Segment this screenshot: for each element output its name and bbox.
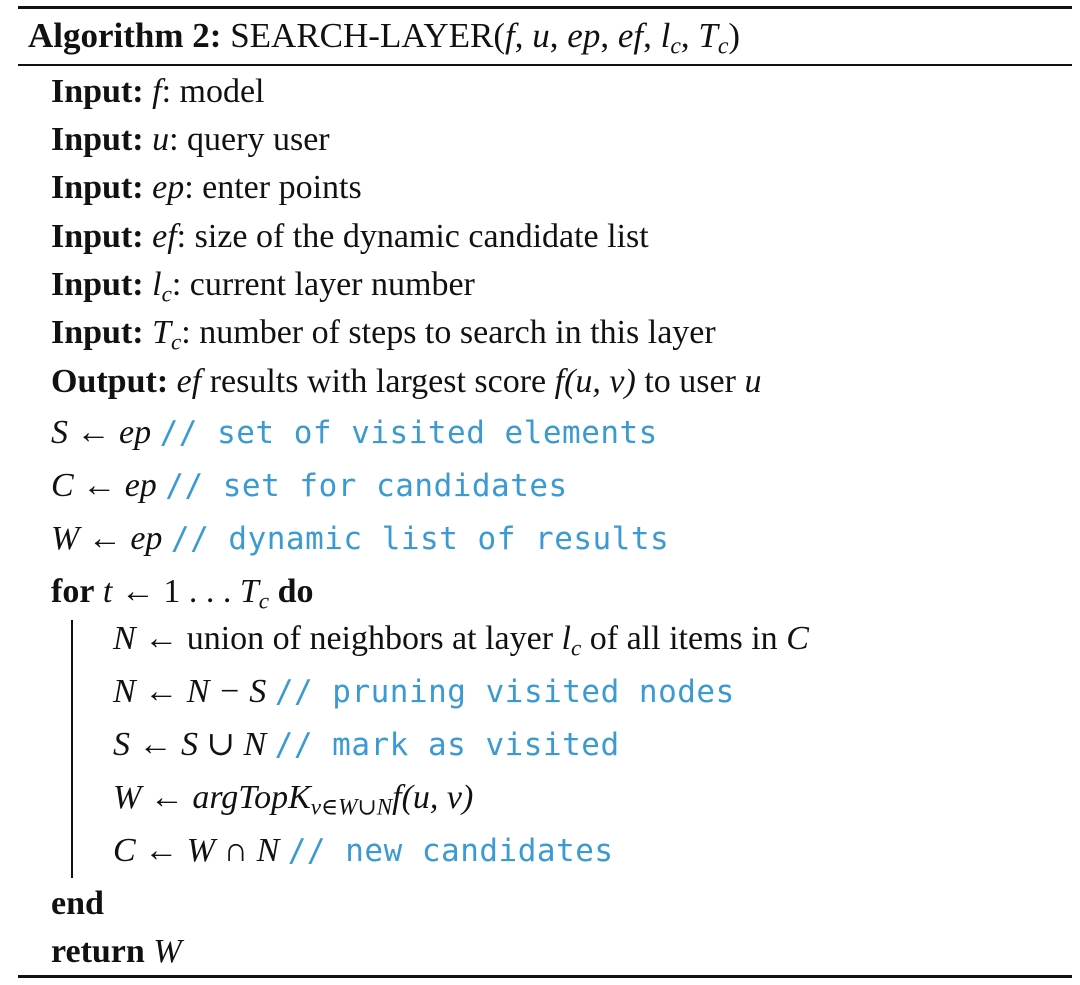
input-line-ef (51, 215, 649, 259)
input-keyword: Input: (51, 266, 144, 303)
input-var: ef (152, 218, 177, 255)
init-line-c (51, 464, 568, 508)
input-keyword: Input: (51, 218, 144, 255)
loop-var: t (102, 573, 113, 610)
end-line (51, 882, 104, 926)
assign-arrow: ← (120, 573, 155, 610)
body-func: argTopK (192, 779, 311, 816)
output-score-func: f (554, 363, 565, 400)
body-line-3 (113, 723, 620, 767)
top-rule (18, 6, 1072, 9)
arg-t-sub: c (717, 33, 729, 60)
input-line-tc (51, 311, 716, 355)
return-line (51, 930, 182, 974)
input-desc: : model (161, 73, 265, 110)
init-lhs: C (51, 467, 74, 504)
body-expr: W ∩ N (186, 832, 280, 869)
procedure-name: SEARCH-LAYER (230, 16, 494, 55)
input-var: ep (152, 169, 185, 206)
input-desc: : query user (169, 121, 330, 158)
input-var: f (152, 73, 162, 110)
input-var: u (152, 121, 170, 158)
body-lhs: W (113, 779, 142, 816)
assign-arrow: ← (87, 520, 122, 557)
output-text: results with largest score (201, 363, 555, 400)
input-line-f (51, 70, 265, 114)
output-user: u (744, 363, 762, 400)
init-rhs: ep (119, 414, 152, 451)
input-var: T (152, 314, 172, 351)
init-line-s (51, 411, 658, 455)
input-line-ep (51, 166, 362, 210)
assign-arrow: ← (144, 673, 179, 710)
input-line-lc (51, 263, 475, 307)
loop-range: 1 . . . (163, 573, 240, 610)
arg-u: u (532, 16, 550, 55)
algorithm-box (18, 0, 1072, 985)
assign-arrow: ← (144, 832, 179, 869)
body-score-func: f (392, 779, 402, 816)
return-var: W (153, 933, 182, 970)
body-comment: // mark as visited (274, 727, 620, 763)
body-comment: // new candidates (287, 833, 614, 869)
init-comment: // dynamic list of results (170, 521, 670, 557)
input-desc: : size of the dynamic candidate list (176, 218, 649, 255)
body-text: of all items in (581, 620, 787, 657)
output-score-args: (u, v) (564, 363, 636, 400)
body-layer: l (561, 620, 571, 657)
output-tail: to user (635, 363, 745, 400)
for-keyword: for (51, 573, 95, 610)
input-desc: : current layer number (171, 266, 475, 303)
body-func-sub: v∈W∪N (310, 794, 393, 821)
body-line-2 (113, 670, 735, 714)
return-keyword: return (51, 933, 145, 970)
input-keyword: Input: (51, 73, 144, 110)
arg-l-sub: c (670, 33, 681, 60)
loop-body-bar (71, 620, 73, 878)
body-lhs: N (113, 620, 136, 657)
output-var: ef (176, 363, 202, 400)
init-line-w (51, 517, 669, 561)
assign-arrow: ← (138, 726, 173, 763)
assign-arrow: ← (144, 620, 179, 657)
body-line-4 (113, 776, 473, 820)
arg-f: f (505, 16, 515, 55)
body-lhs: S (113, 726, 130, 763)
arg-ef: ef (617, 16, 644, 55)
body-comment: // pruning visited nodes (274, 674, 735, 710)
assign-arrow: ← (149, 779, 184, 816)
init-comment: // set for candidates (165, 468, 568, 504)
input-line-u (51, 118, 330, 162)
input-keyword: Input: (51, 314, 144, 351)
for-loop-header (51, 570, 313, 614)
end-keyword: end (51, 885, 104, 922)
init-rhs: ep (130, 520, 163, 557)
output-line (51, 360, 761, 404)
input-var-sub: c (161, 281, 172, 308)
do-keyword: do (277, 573, 314, 610)
body-expr: N − S (186, 673, 267, 710)
init-lhs: W (51, 520, 80, 557)
init-lhs: S (51, 414, 68, 451)
input-var: l (152, 266, 162, 303)
arg-t: T (698, 16, 718, 55)
loop-bound: T (239, 573, 259, 610)
init-comment: // set of visited elements (159, 415, 658, 451)
assign-arrow: ← (82, 467, 117, 504)
input-keyword: Input: (51, 169, 144, 206)
body-line-5 (113, 829, 614, 873)
input-var-sub: c (171, 329, 182, 356)
arg-l: l (660, 16, 671, 55)
body-set: C (786, 620, 809, 657)
body-line-1 (113, 617, 809, 661)
loop-bound-sub: c (258, 588, 270, 615)
input-keyword: Input: (51, 121, 144, 158)
body-lhs: C (113, 832, 136, 869)
body-expr: S ∪ N (181, 726, 267, 763)
header-rule (18, 64, 1072, 66)
algorithm-label: Algorithm 2: (28, 16, 222, 55)
algorithm-header: Algorithm 2: SEARCH-LAYER(f, u, ep, ef, $l_c$, $T_c$) (28, 16, 741, 60)
body-lhs: N (113, 673, 136, 710)
init-rhs: ep (124, 467, 157, 504)
body-score-args: (u, v) (401, 779, 474, 816)
output-keyword: Output: (51, 363, 169, 400)
assign-arrow: ← (76, 414, 111, 451)
input-desc: : number of steps to search in this layer (181, 314, 716, 351)
arg-ep: ep (567, 16, 601, 55)
body-text: union of neighbors at layer (186, 620, 562, 657)
input-desc: : enter points (184, 169, 362, 206)
bottom-rule (18, 975, 1072, 978)
body-layer-sub: c (571, 635, 582, 662)
